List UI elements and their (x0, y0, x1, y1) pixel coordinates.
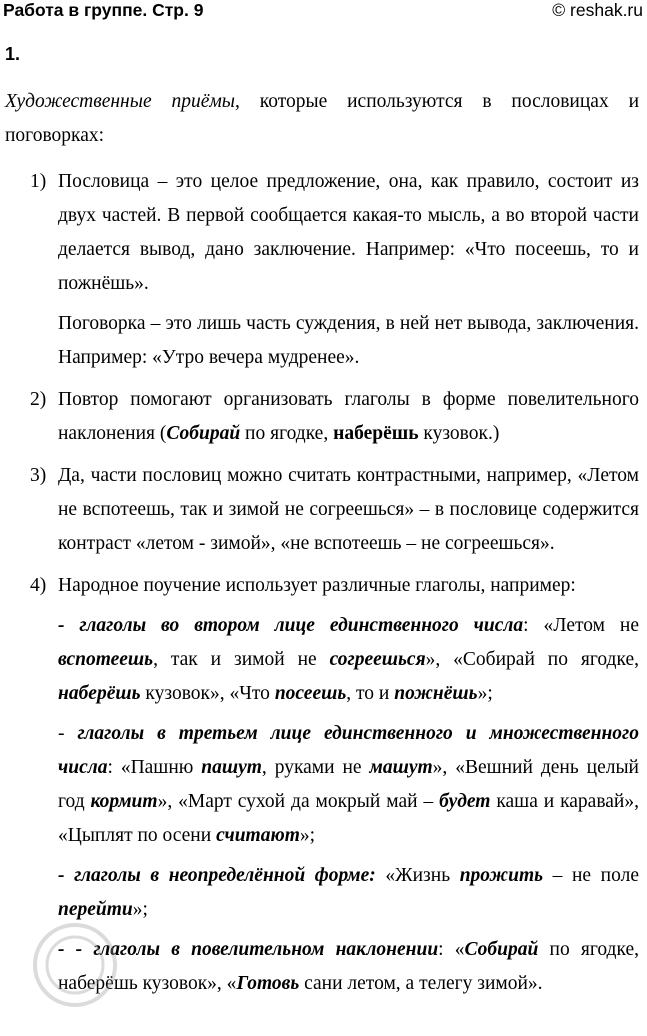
text-run: по ягодке, (240, 423, 334, 444)
group-heading: глаголы в третьем лице единственного и множественного числа (58, 723, 639, 778)
text-run: : «Пашню (107, 757, 202, 778)
group-imperative (58, 933, 639, 1001)
list-item-3 (5, 459, 639, 561)
group-heading: - глаголы во втором лице единственного числа (58, 615, 524, 636)
text-run: », «Вешний день целый год (58, 757, 639, 812)
emphasis-word: машут (369, 757, 433, 778)
page-header (3, 0, 643, 26)
emphasis-word: согреешься (329, 649, 426, 670)
text-run: Повтор помогают организовать глаголы в форме повелительного наклонения ( (58, 389, 639, 444)
text-run: , руками не (261, 757, 370, 778)
emphasis-word: будет (439, 791, 491, 812)
group-third-person (58, 717, 639, 853)
text-run: - (58, 723, 78, 744)
item-number: 3) (30, 465, 47, 486)
item-text: Да, части пословиц можно считать контрастными, например, «Летом не вспотеешь, так и зимой не согреешься» – в пословице содержится контраст «летом - зимой», «не вспотеешь – не согреешься». (58, 465, 639, 554)
page-title: Работа в группе. Стр. 9 (3, 0, 204, 20)
text-run: по ягодке, наберёшь кузовок», « (58, 939, 639, 994)
text-run: »; (299, 825, 316, 846)
group-heading: - - глаголы в повелительном наклонении (58, 939, 439, 960)
emphasis-word: перейти (58, 899, 133, 920)
source-label: © reshak.ru (552, 0, 643, 20)
text-run: кузовок.) (418, 423, 500, 444)
emphasis-word: прожить (459, 865, 544, 886)
text-run: кузовок», «Что (140, 683, 275, 704)
emphasis-word: Собирай (464, 939, 539, 960)
list-item-4 (5, 569, 639, 1001)
saying-definition: Поговорка – это лишь часть суждения, в ней нет вывода, заключения. Например: «Утро вечера мудренее». (58, 313, 639, 368)
text-run: »; (477, 683, 493, 704)
group-infinitive (58, 859, 639, 927)
emphasis-word: вспотеешь (58, 649, 154, 670)
emphasis-word: пашут (201, 757, 262, 778)
item-lead: Народное поучение использует различные глаголы, например: (58, 575, 576, 596)
list-item-1 (5, 165, 639, 375)
task-number: 1. (5, 44, 21, 64)
item-number: 2) (30, 389, 47, 410)
text-run: «Жизнь (375, 865, 460, 886)
text-run: : « (438, 939, 465, 960)
emphasis-word: пожнёшь (394, 683, 478, 704)
emphasis-word: считают (216, 825, 300, 846)
group-second-person (58, 609, 639, 711)
group-heading: - глаголы в неопределённой форме: (58, 865, 376, 886)
intro-paragraph (5, 85, 639, 153)
answer-body (5, 85, 639, 1009)
item-number: 1) (30, 171, 47, 192)
item-number: 4) (30, 575, 47, 596)
emphasis-word: наберёшь (333, 423, 419, 444)
intro-term: Художественные приёмы (5, 91, 236, 112)
emphasis-word: Собирай (166, 423, 241, 444)
text-run: : «Летом не (523, 615, 639, 636)
text-run: »; (132, 899, 148, 920)
text-run: », «Собирай по ягодке, (425, 649, 639, 670)
emphasis-word: Готовь (236, 973, 300, 994)
emphasis-word: посеешь (274, 683, 347, 704)
text-run: , то и (346, 683, 395, 704)
text-run: – не поле (543, 865, 639, 886)
item-text (58, 383, 639, 451)
text-run: сани летом, а телегу зимой». (299, 973, 543, 994)
intro-rest: , которые используются в пословицах и поговорках: (5, 91, 639, 146)
text-run: », «Март сухой да мокрый май – (157, 791, 440, 812)
text-run: каша и каравай», «Цыплят по осени (58, 791, 639, 846)
emphasis-word: наберёшь (58, 683, 141, 704)
list-item-2 (5, 383, 639, 451)
emphasis-word: кормит (90, 791, 158, 812)
proverb-definition: Пословица – это целое предложение, она, как правило, состоит из двух частей. В первой сообщается какая-то мысль, а во второй части делается вывод, дано заключение. Например: «Что посеешь, то и пожнёшь». (58, 171, 639, 294)
text-run: , так и зимой не (153, 649, 330, 670)
